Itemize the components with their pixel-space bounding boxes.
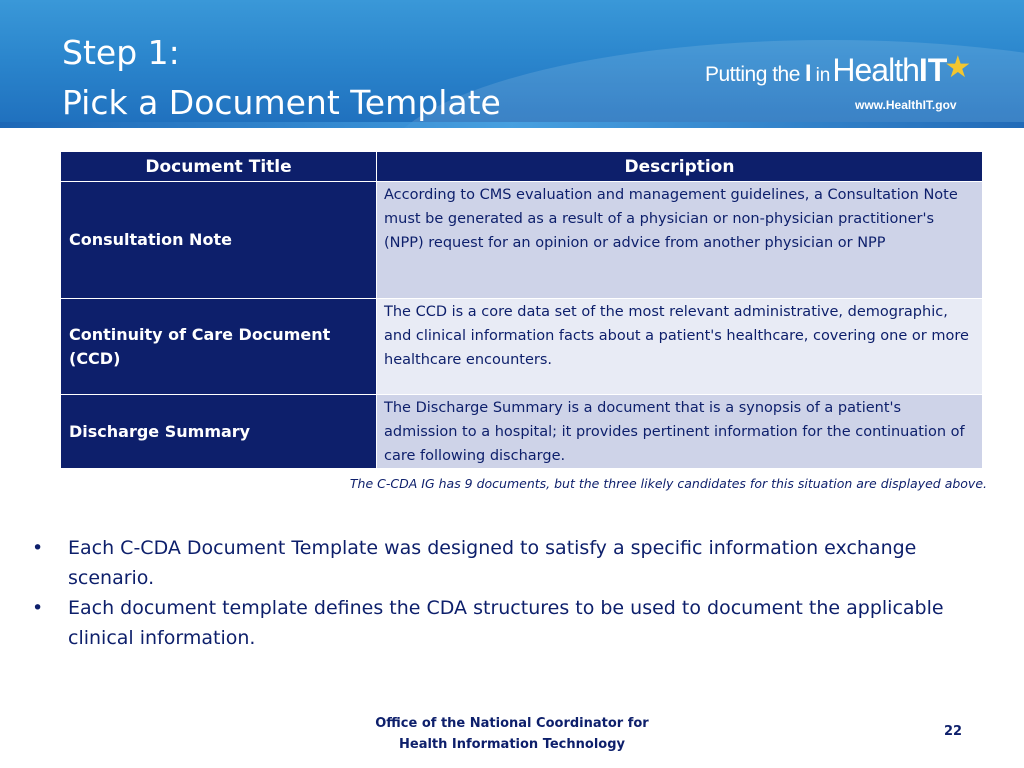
footer-office: [312, 713, 712, 755]
list-item: [32, 533, 992, 593]
description-cell: According to CMS evaluation and management guidelines, a Consultation Note must be generated as a result of a physician or non-physician practitioner's (NPP) request for an opinion or advice from another physician or NPP: [377, 182, 983, 299]
footer-line-1: Office of the National Coordinator for: [375, 716, 649, 731]
bullet-list: [32, 533, 992, 653]
description-cell: The CCD is a core data set of the most relevant administrative, demographic, and clinical information facts about a patient's healthcare, covering one or more healthcare encounters.: [377, 299, 983, 395]
logo-big-i: I: [804, 60, 812, 87]
document-title-cell: Consultation Note: [61, 182, 377, 299]
table-row: [61, 182, 983, 299]
bullet-icon: •: [32, 597, 44, 619]
slide-title: [62, 28, 501, 128]
bullet-icon: •: [32, 537, 44, 559]
logo-url: www.HealthIT.gov: [855, 98, 957, 112]
document-title-cell: Continuity of Care Document (CCD): [61, 299, 377, 395]
logo-it: IT: [918, 52, 948, 88]
column-header-document-title: Document Title: [61, 152, 377, 182]
table-caption: The C-CDA IG has 9 documents, but the three likely candidates for this situation are displayed above.: [349, 476, 987, 491]
column-header-description: Description: [377, 152, 983, 182]
table-row: [61, 395, 983, 469]
table-row: [61, 299, 983, 395]
bullet-text: Each document template defines the CDA structures to be used to document the applicable clinical information.: [68, 597, 944, 649]
description-cell: The Discharge Summary is a document that is a synopsis of a patient's admission to a hospital; it provides pertinent information for the continuation of care following discharge.: [377, 395, 983, 469]
list-item: [32, 593, 992, 653]
page-number: 22: [944, 724, 963, 739]
slide-title-line-2: Pick a Document Template: [62, 83, 501, 122]
logo-in: in: [815, 65, 831, 86]
bullet-text: Each C-CDA Document Template was designed to satisfy a specific information exchange scenario.: [68, 537, 917, 589]
star-icon: ★: [944, 51, 972, 84]
table-header-row: [61, 152, 983, 182]
slide-title-line-1: Step 1:: [62, 33, 180, 72]
document-template-table: [60, 151, 983, 469]
logo-wordmark: [705, 52, 1005, 89]
document-title-cell: Discharge Summary: [61, 395, 377, 469]
footer-line-2: Health Information Technology: [399, 737, 625, 752]
logo-putting-the: Putting the: [705, 63, 800, 86]
healthit-logo: [705, 52, 1005, 112]
logo-health: Health: [832, 52, 919, 88]
